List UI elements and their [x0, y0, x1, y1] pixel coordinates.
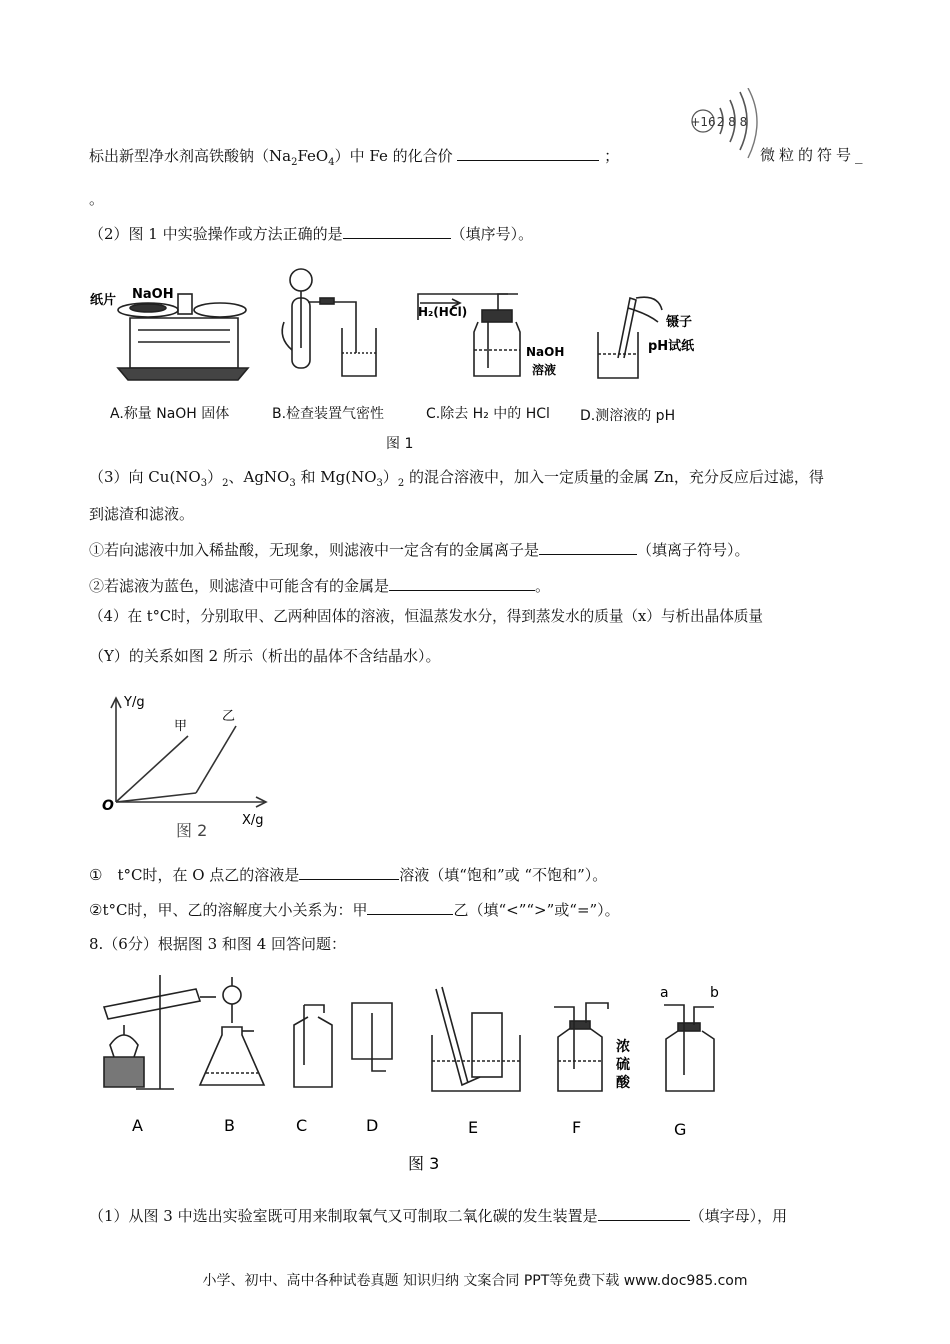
text: ②若滤液为蓝色，则滤渣中可能含有的金属是 — [89, 577, 390, 595]
figure-1 — [88, 258, 728, 458]
sub: 3 — [289, 478, 296, 489]
balance-apparatus — [118, 294, 248, 380]
q7-part3-q1 — [89, 538, 750, 561]
q7-line2 — [89, 188, 104, 210]
text: 8.（6分）根据图 3 和图 4 回答问题： — [89, 935, 347, 953]
label-naoh-a: NaOH — [132, 287, 174, 302]
text: 微粒的符号 — [760, 146, 856, 164]
gas-tightness-apparatus — [282, 269, 376, 376]
text: ） — [207, 468, 223, 486]
port-b-label: b — [710, 985, 719, 1001]
answer-blank-particle[interactable]: _ — [855, 146, 863, 164]
sulfur-ion-structure-diagram — [686, 88, 766, 164]
q7-part3-q2 — [89, 574, 550, 597]
text: （填字母），用 — [689, 1207, 788, 1225]
sub: 4 — [328, 157, 335, 168]
figure-3-title: 图 3 — [408, 1154, 440, 1173]
apparatus-label-g: G — [674, 1120, 687, 1139]
answer-blank-fig1[interactable] — [343, 222, 451, 239]
text: ） — [382, 468, 398, 486]
origin-label: O — [102, 798, 114, 814]
text: 到滤渣和滤液。 — [89, 505, 195, 523]
text: 的混合溶液中，加入一定质量的金属 Zn，充分反应后过滤，得 — [404, 468, 824, 486]
caption-a: A.称量 NaOH 固体 — [110, 406, 230, 422]
answer-blank-metals[interactable] — [389, 574, 535, 591]
text: FeO — [297, 147, 329, 165]
label-solution-c: 溶液 — [532, 363, 557, 377]
y-axis-label: Y/g — [124, 695, 145, 710]
label-tweezers: 镊子 — [666, 315, 693, 330]
q7-part4-line1 — [89, 606, 763, 628]
text: 、AgNO — [228, 468, 290, 486]
label-sulfuric: 硫 — [616, 1057, 630, 1073]
figure-2-title: 图 2 — [176, 821, 208, 840]
text: 和 Mg(NO — [295, 468, 377, 486]
text: （填序号）。 — [450, 225, 534, 243]
footer-text: 小学、初中、高中各种试卷真题 知识归纳 文案合同 PPT等免费下载 www.doc985.com — [202, 1273, 748, 1289]
q8-header — [89, 933, 346, 955]
apparatus-label-f: F — [572, 1118, 582, 1137]
sub: 3 — [376, 478, 383, 489]
text: （1）从图 3 中选出实验室既可用来制取氧气又可制取二氧化碳的发生装置是 — [89, 1207, 598, 1225]
figure-1-title: 图 1 — [386, 436, 414, 452]
port-a-label: a — [660, 985, 669, 1001]
text: （3）向 Cu(NO — [89, 468, 201, 486]
atom-nucleus-label: +16 — [690, 115, 716, 129]
page-footer — [0, 1270, 950, 1290]
text: ①若向滤液中加入稀盐酸，无现象，则滤液中一定含有的金属离子是 — [89, 541, 540, 559]
text: ）中 Fe 的化合价 — [334, 147, 453, 165]
figure-3 — [96, 965, 736, 1175]
apparatus-label-e: E — [468, 1118, 479, 1137]
label-h2-hcl: H₂(HCl) — [418, 305, 468, 319]
text: 标出新型净水剂高铁酸钠（Na — [89, 147, 292, 165]
sub: 3 — [200, 478, 208, 489]
text: ； — [604, 147, 620, 165]
ph-test-apparatus — [598, 297, 662, 378]
answer-blank-ions[interactable] — [539, 538, 637, 555]
series-jia-label: 甲 — [174, 719, 188, 734]
x-axis-label: X/g — [242, 813, 264, 828]
q7-part3-line2 — [89, 503, 194, 525]
label-concentrated: 浓 — [616, 1039, 630, 1055]
q7-part4-q2 — [89, 898, 620, 921]
apparatus-label-a: A — [132, 1116, 143, 1135]
apparatus-label-c: C — [296, 1116, 308, 1135]
q7-part4-line2 — [89, 645, 440, 667]
q8-part1 — [89, 1204, 787, 1227]
answer-blank-generator[interactable] — [598, 1204, 690, 1221]
caption-d: D.测溶液的 pH — [580, 408, 676, 424]
answer-blank-saturation[interactable] — [299, 863, 399, 880]
text: ① t°C时，在 O 点乙的溶液是 — [89, 866, 300, 884]
label-acid: 酸 — [616, 1075, 630, 1091]
q7-part3 — [89, 466, 824, 495]
q7-part4-q1 — [89, 863, 607, 886]
label-paper: 纸片 — [90, 293, 117, 308]
text: （2）图 1 中实验操作或方法正确的是 — [89, 225, 343, 243]
answer-blank-valence[interactable] — [457, 144, 599, 161]
text: （填离子符号）。 — [637, 541, 750, 559]
caption-c: C.除去 H₂ 中的 HCl — [426, 406, 550, 422]
series-yi-label: 乙 — [222, 709, 236, 724]
text: （4）在 t°C时，分别取甲、乙两种固体的溶液，恒温蒸发水分，得到蒸发水的质量（x）与析出晶体质量 — [89, 608, 764, 625]
label-naoh-c: NaOH — [526, 345, 565, 359]
figure-2 — [96, 690, 286, 850]
caption-b: B.检查装置气密性 — [272, 406, 385, 422]
sub: 2 — [222, 478, 229, 489]
text: ②t°C时，甲、乙的溶解度大小关系为：甲 — [89, 901, 368, 919]
sub: 2 — [397, 478, 405, 489]
q7-part2 — [89, 222, 533, 245]
text: （Y）的关系如图 2 所示（析出的晶体不含结晶水）。 — [89, 647, 441, 665]
answer-blank-solubility[interactable] — [367, 898, 453, 915]
apparatus-label-d: D — [366, 1116, 379, 1135]
label-ph-paper: pH试纸 — [648, 339, 695, 354]
q7-line1-right — [760, 144, 863, 166]
text: 溶液（填“饱和”或 “不饱和”）。 — [399, 866, 608, 884]
sub: 2 — [291, 157, 298, 168]
text: 。 — [89, 190, 105, 208]
text: 。 — [535, 577, 551, 595]
q7-line1 — [89, 144, 619, 174]
text: 乙（填“<”“>”或“=”）。 — [453, 901, 620, 919]
apparatus-label-b: B — [224, 1116, 235, 1135]
atom-shell-electrons: 2 8 8 — [716, 115, 748, 129]
